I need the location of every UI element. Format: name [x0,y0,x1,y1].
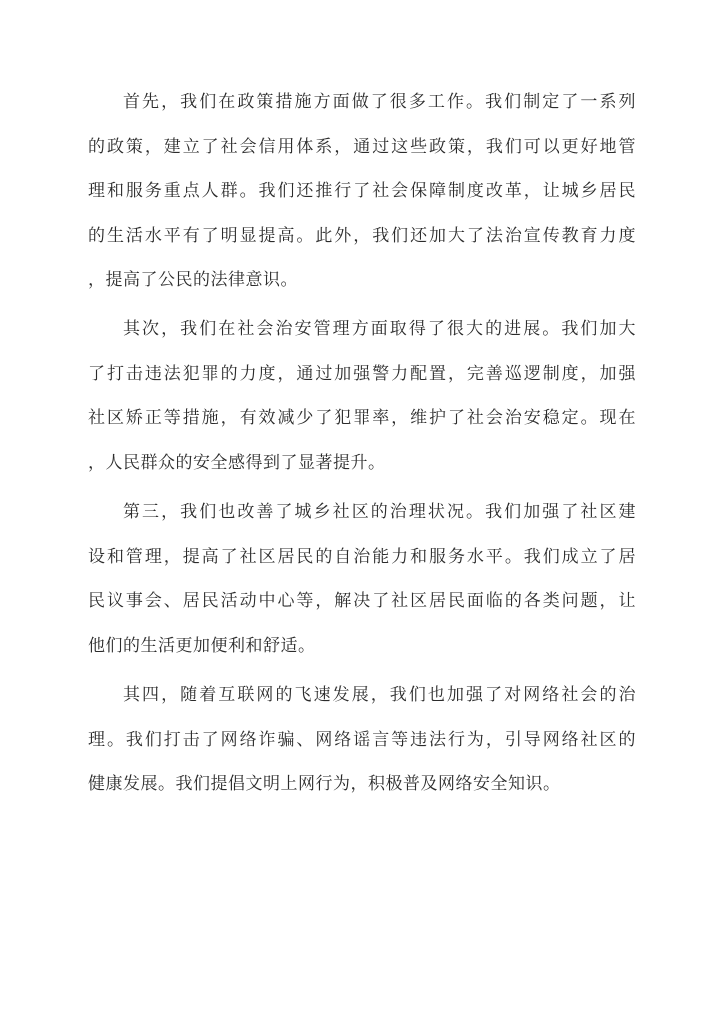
paragraph-policy-measures [88,85,636,308]
paragraph-line: 设和管理，提高了社区居民的自治能力和服务水平。我们成立了居 [88,546,636,567]
paragraph-internet-governance [88,678,636,812]
paragraph-line: 民议事会、居民活动中心等，解决了社区居民面临的各类问题，让 [88,591,636,611]
paragraph-line: 其次，我们在社会治安管理方面取得了很大的进展。我们加大 [123,319,636,339]
paragraph-community-governance [88,495,636,673]
paragraph-line: 其四，随着互联网的飞速发展，我们也加强了对网络社会的治 [123,685,636,705]
paragraph-line: 首先，我们在政策措施方面做了很多工作。我们制定了一系列 [123,92,636,112]
paragraph-public-security [88,312,636,490]
paragraph-line: 第三，我们也改善了城乡社区的治理状况。我们加强了社区建 [123,502,636,522]
paragraph-line: ，人民群众的安全感得到了显著提升。 [88,452,386,473]
paragraph-line: 的生活水平有了明显提高。此外，我们还加大了法治宣传教育力度 [88,225,636,246]
paragraph-line: 理和服务重点人群。我们还推行了社会保障制度改革，让城乡居民 [88,181,636,201]
paragraph-line: 社区矫正等措施，有效减少了犯罪率，维护了社会治安稳定。现在 [88,408,636,428]
paragraph-line: 的政策，建立了社会信用体系，通过这些政策，我们可以更好地管 [88,136,636,157]
paragraph-line: 了打击违法犯罪的力度，通过加强警力配置，完善巡逻制度，加强 [88,363,636,384]
paragraph-line: 理。我们打击了网络诈骗、网络谣言等违法行为，引导网络社区的 [88,729,636,750]
paragraph-line: 他们的生活更加便利和舒适。 [88,635,316,656]
paragraph-line: 健康发展。我们提倡文明上网行为，积极普及网络安全知识。 [88,774,561,794]
paragraph-line: ，提高了公民的法律意识。 [88,270,298,290]
